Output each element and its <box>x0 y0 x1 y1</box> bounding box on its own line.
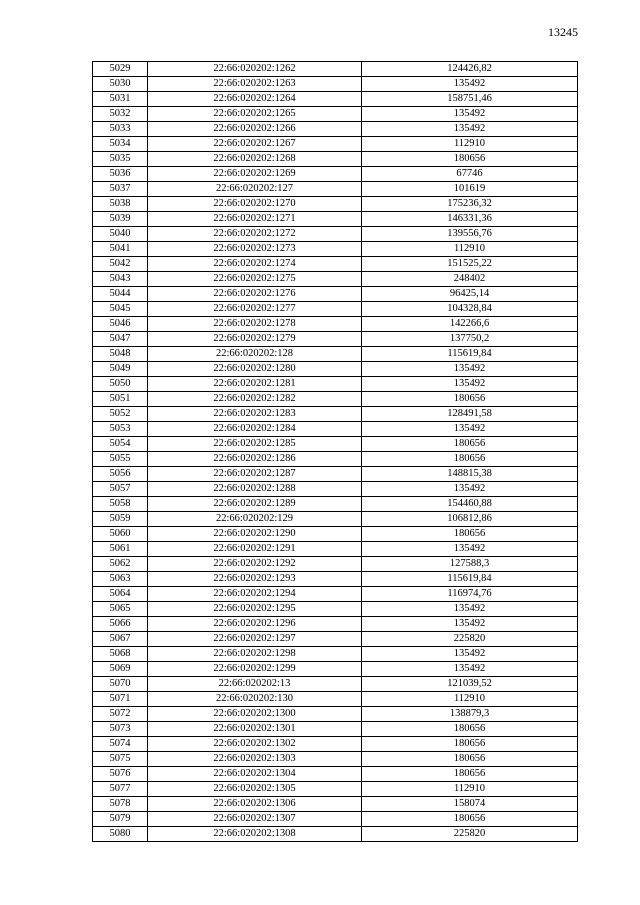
row-number-cell: 5067 <box>93 632 148 647</box>
row-number-cell: 5062 <box>93 557 148 572</box>
row-number-cell: 5055 <box>93 452 148 467</box>
cadastral-value-cell: 135492 <box>362 122 578 137</box>
table-row <box>93 617 578 632</box>
table-row <box>93 452 578 467</box>
cadastral-value-cell: 135492 <box>362 107 578 122</box>
table-row <box>93 437 578 452</box>
table-row <box>93 152 578 167</box>
cadastral-number-cell: 22:66:020202:128 <box>148 347 362 362</box>
row-number-cell: 5080 <box>93 827 148 842</box>
table-row <box>93 542 578 557</box>
row-number-cell: 5045 <box>93 302 148 317</box>
cadastral-number-cell: 22:66:020202:1299 <box>148 662 362 677</box>
row-number-cell: 5071 <box>93 692 148 707</box>
table-row <box>93 212 578 227</box>
row-number-cell: 5049 <box>93 362 148 377</box>
cadastral-number-cell: 22:66:020202:129 <box>148 512 362 527</box>
row-number-cell: 5068 <box>93 647 148 662</box>
row-number-cell: 5070 <box>93 677 148 692</box>
cadastral-value-cell: 225820 <box>362 632 578 647</box>
cadastral-number-cell: 22:66:020202:1290 <box>148 527 362 542</box>
row-number-cell: 5058 <box>93 497 148 512</box>
table-row <box>93 527 578 542</box>
cadastral-number-cell: 22:66:020202:1284 <box>148 422 362 437</box>
table-row <box>93 647 578 662</box>
row-number-cell: 5046 <box>93 317 148 332</box>
row-number-cell: 5031 <box>93 92 148 107</box>
table-row <box>93 797 578 812</box>
cadastral-number-cell: 22:66:020202:1293 <box>148 572 362 587</box>
row-number-cell: 5034 <box>93 137 148 152</box>
cadastral-value-cell: 135492 <box>362 362 578 377</box>
row-number-cell: 5041 <box>93 242 148 257</box>
cadastral-number-cell: 22:66:020202:1275 <box>148 272 362 287</box>
cadastral-number-cell: 22:66:020202:1301 <box>148 722 362 737</box>
cadastral-value-cell: 135492 <box>362 542 578 557</box>
cadastral-number-cell: 22:66:020202:1286 <box>148 452 362 467</box>
cadastral-value-cell: 67746 <box>362 167 578 182</box>
table-row <box>93 257 578 272</box>
cadastral-value-cell: 116974,76 <box>362 587 578 602</box>
cadastral-number-cell: 22:66:020202:1272 <box>148 227 362 242</box>
cadastral-value-cell: 124426,82 <box>362 62 578 77</box>
row-number-cell: 5075 <box>93 752 148 767</box>
cadastral-number-cell: 22:66:020202:1263 <box>148 77 362 92</box>
cadastral-value-cell: 106812,86 <box>362 512 578 527</box>
table-row <box>93 377 578 392</box>
cadastral-value-cell: 180656 <box>362 767 578 782</box>
cadastral-number-cell: 22:66:020202:1264 <box>148 92 362 107</box>
cadastral-number-cell: 22:66:020202:1296 <box>148 617 362 632</box>
cadastral-value-cell: 151525,22 <box>362 257 578 272</box>
row-number-cell: 5035 <box>93 152 148 167</box>
cadastral-number-cell: 22:66:020202:1276 <box>148 287 362 302</box>
cadastral-value-cell: 137750,2 <box>362 332 578 347</box>
cadastral-value-cell: 135492 <box>362 617 578 632</box>
cadastral-value-cell: 138879,3 <box>362 707 578 722</box>
table-body <box>93 62 578 842</box>
row-number-cell: 5064 <box>93 587 148 602</box>
cadastral-number-cell: 22:66:020202:1266 <box>148 122 362 137</box>
cadastral-value-cell: 104328,84 <box>362 302 578 317</box>
cadastral-number-cell: 22:66:020202:1267 <box>148 137 362 152</box>
table-row <box>93 302 578 317</box>
table-row <box>93 587 578 602</box>
cadastral-number-cell: 22:66:020202:1289 <box>148 497 362 512</box>
row-number-cell: 5047 <box>93 332 148 347</box>
cadastral-value-cell: 180656 <box>362 452 578 467</box>
table-row <box>93 662 578 677</box>
table-row <box>93 107 578 122</box>
cadastral-value-cell: 154460,88 <box>362 497 578 512</box>
row-number-cell: 5048 <box>93 347 148 362</box>
table-row <box>93 677 578 692</box>
row-number-cell: 5033 <box>93 122 148 137</box>
cadastral-value-cell: 121039,52 <box>362 677 578 692</box>
cadastral-number-cell: 22:66:020202:1265 <box>148 107 362 122</box>
table-row <box>93 272 578 287</box>
cadastral-number-cell: 22:66:020202:1306 <box>148 797 362 812</box>
row-number-cell: 5036 <box>93 167 148 182</box>
cadastral-value-cell: 225820 <box>362 827 578 842</box>
cadastral-value-cell: 180656 <box>362 722 578 737</box>
row-number-cell: 5065 <box>93 602 148 617</box>
table-row <box>93 752 578 767</box>
table-row <box>93 92 578 107</box>
cadastral-value-cell: 101619 <box>362 182 578 197</box>
row-number-cell: 5054 <box>93 437 148 452</box>
table-row <box>93 407 578 422</box>
cadastral-number-cell: 22:66:020202:1297 <box>148 632 362 647</box>
cadastral-number-cell: 22:66:020202:1271 <box>148 212 362 227</box>
cadastral-number-cell: 22:66:020202:1294 <box>148 587 362 602</box>
cadastral-value-cell: 128491,58 <box>362 407 578 422</box>
table-row <box>93 287 578 302</box>
cadastral-number-cell: 22:66:020202:1278 <box>148 317 362 332</box>
row-number-cell: 5050 <box>93 377 148 392</box>
table-row <box>93 167 578 182</box>
table-row <box>93 572 578 587</box>
cadastral-value-cell: 112910 <box>362 242 578 257</box>
table-row <box>93 782 578 797</box>
row-number-cell: 5074 <box>93 737 148 752</box>
table-row <box>93 77 578 92</box>
table-row <box>93 122 578 137</box>
cadastral-number-cell: 22:66:020202:1291 <box>148 542 362 557</box>
table-row <box>93 242 578 257</box>
cadastral-number-cell: 22:66:020202:1282 <box>148 392 362 407</box>
cadastral-number-cell: 22:66:020202:13 <box>148 677 362 692</box>
cadastral-value-cell: 135492 <box>362 602 578 617</box>
cadastral-value-cell: 248402 <box>362 272 578 287</box>
table-row <box>93 137 578 152</box>
row-number-cell: 5053 <box>93 422 148 437</box>
table-row <box>93 632 578 647</box>
cadastral-value-cell: 135492 <box>362 647 578 662</box>
cadastral-number-cell: 22:66:020202:1270 <box>148 197 362 212</box>
cadastral-value-cell: 146331,36 <box>362 212 578 227</box>
cadastral-number-cell: 22:66:020202:1279 <box>148 332 362 347</box>
row-number-cell: 5059 <box>93 512 148 527</box>
table-row <box>93 422 578 437</box>
cadastral-number-cell: 22:66:020202:1295 <box>148 602 362 617</box>
cadastral-number-cell: 22:66:020202:1308 <box>148 827 362 842</box>
cadastral-value-cell: 127588,3 <box>362 557 578 572</box>
cadastral-value-cell: 135492 <box>362 377 578 392</box>
cadastral-value-cell: 180656 <box>362 152 578 167</box>
cadastral-value-cell: 180656 <box>362 812 578 827</box>
cadastral-value-cell: 180656 <box>362 752 578 767</box>
cadastral-value-cell: 158751,46 <box>362 92 578 107</box>
cadastral-value-cell: 175236,32 <box>362 197 578 212</box>
cadastral-value-cell: 135492 <box>362 77 578 92</box>
row-number-cell: 5039 <box>93 212 148 227</box>
cadastral-number-cell: 22:66:020202:1303 <box>148 752 362 767</box>
cadastral-number-cell: 22:66:020202:1288 <box>148 482 362 497</box>
cadastral-value-cell: 148815,38 <box>362 467 578 482</box>
cadastral-value-cell: 135492 <box>362 662 578 677</box>
cadastral-value-cell: 135492 <box>362 422 578 437</box>
cadastral-value-cell: 158074 <box>362 797 578 812</box>
row-number-cell: 5051 <box>93 392 148 407</box>
table-row <box>93 482 578 497</box>
cadastral-number-cell: 22:66:020202:1283 <box>148 407 362 422</box>
cadastral-value-cell: 115619,84 <box>362 572 578 587</box>
row-number-cell: 5076 <box>93 767 148 782</box>
cadastral-number-cell: 22:66:020202:1298 <box>148 647 362 662</box>
table-row <box>93 197 578 212</box>
cadastral-number-cell: 22:66:020202:1307 <box>148 812 362 827</box>
table-row <box>93 227 578 242</box>
cadastral-number-cell: 22:66:020202:1274 <box>148 257 362 272</box>
row-number-cell: 5066 <box>93 617 148 632</box>
cadastral-value-cell: 135492 <box>362 482 578 497</box>
row-number-cell: 5038 <box>93 197 148 212</box>
cadastral-number-cell: 22:66:020202:1302 <box>148 737 362 752</box>
row-number-cell: 5079 <box>93 812 148 827</box>
row-number-cell: 5077 <box>93 782 148 797</box>
table-row <box>93 497 578 512</box>
cadastral-value-cell: 180656 <box>362 437 578 452</box>
row-number-cell: 5040 <box>93 227 148 242</box>
table-row <box>93 362 578 377</box>
row-number-cell: 5032 <box>93 107 148 122</box>
table-row <box>93 767 578 782</box>
cadastral-value-cell: 112910 <box>362 137 578 152</box>
row-number-cell: 5057 <box>93 482 148 497</box>
row-number-cell: 5069 <box>93 662 148 677</box>
cadastral-number-cell: 22:66:020202:1277 <box>148 302 362 317</box>
row-number-cell: 5073 <box>93 722 148 737</box>
cadastral-value-cell: 139556,76 <box>362 227 578 242</box>
row-number-cell: 5044 <box>93 287 148 302</box>
cadastral-value-cell: 115619,84 <box>362 347 578 362</box>
cadastral-number-cell: 22:66:020202:1292 <box>148 557 362 572</box>
table-row <box>93 347 578 362</box>
table-row <box>93 317 578 332</box>
table-row <box>93 467 578 482</box>
cadastral-value-cell: 180656 <box>362 737 578 752</box>
cadastral-number-cell: 22:66:020202:1304 <box>148 767 362 782</box>
cadastral-number-cell: 22:66:020202:1300 <box>148 707 362 722</box>
row-number-cell: 5052 <box>93 407 148 422</box>
cadastral-number-cell: 22:66:020202:1305 <box>148 782 362 797</box>
table-row <box>93 722 578 737</box>
cadastral-number-cell: 22:66:020202:1262 <box>148 62 362 77</box>
table-row <box>93 62 578 77</box>
cadastral-number-cell: 22:66:020202:1287 <box>148 467 362 482</box>
cadastral-number-cell: 22:66:020202:127 <box>148 182 362 197</box>
cadastral-number-cell: 22:66:020202:1268 <box>148 152 362 167</box>
cadastral-number-cell: 22:66:020202:130 <box>148 692 362 707</box>
cadastral-value-cell: 112910 <box>362 692 578 707</box>
row-number-cell: 5037 <box>93 182 148 197</box>
row-number-cell: 5029 <box>93 62 148 77</box>
row-number-cell: 5030 <box>93 77 148 92</box>
page-number: 13245 <box>548 25 578 39</box>
cadastral-value-cell: 180656 <box>362 392 578 407</box>
cadastral-number-cell: 22:66:020202:1285 <box>148 437 362 452</box>
row-number-cell: 5072 <box>93 707 148 722</box>
row-number-cell: 5078 <box>93 797 148 812</box>
row-number-cell: 5043 <box>93 272 148 287</box>
table-row <box>93 332 578 347</box>
cadastral-number-cell: 22:66:020202:1269 <box>148 167 362 182</box>
table-row <box>93 812 578 827</box>
row-number-cell: 5063 <box>93 572 148 587</box>
cadastral-value-cell: 112910 <box>362 782 578 797</box>
row-number-cell: 5042 <box>93 257 148 272</box>
cadastral-value-cell: 180656 <box>362 527 578 542</box>
cadastral-number-cell: 22:66:020202:1280 <box>148 362 362 377</box>
table-row <box>93 737 578 752</box>
cadastral-value-cell: 142266,6 <box>362 317 578 332</box>
table-row <box>93 182 578 197</box>
cadastral-number-cell: 22:66:020202:1273 <box>148 242 362 257</box>
row-number-cell: 5056 <box>93 467 148 482</box>
cadastral-value-table <box>92 61 578 842</box>
table-row <box>93 557 578 572</box>
table-row <box>93 707 578 722</box>
table-row <box>93 392 578 407</box>
row-number-cell: 5061 <box>93 542 148 557</box>
table-row <box>93 512 578 527</box>
row-number-cell: 5060 <box>93 527 148 542</box>
cadastral-value-cell: 96425,14 <box>362 287 578 302</box>
cadastral-number-cell: 22:66:020202:1281 <box>148 377 362 392</box>
table-row <box>93 602 578 617</box>
table-row <box>93 827 578 842</box>
table-row <box>93 692 578 707</box>
